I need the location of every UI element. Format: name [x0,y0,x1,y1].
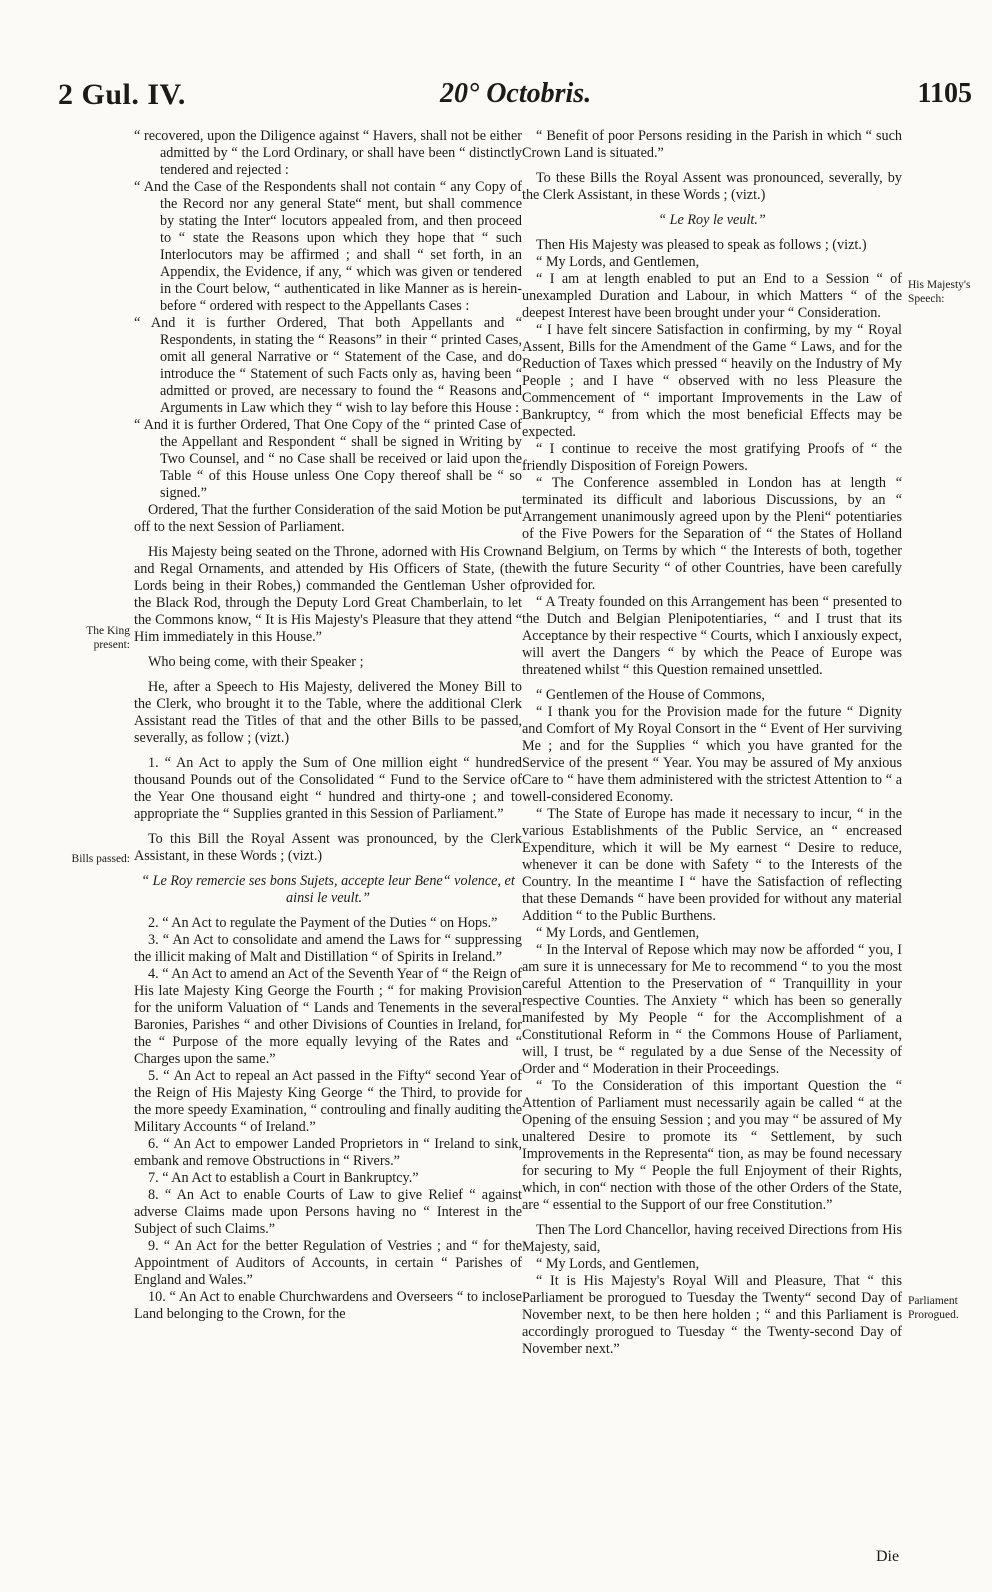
speech-salutation: “ Gentlemen of the House of Commons, [536,687,765,703]
paragraph: “ And it is further Ordered, That One Copy of the “ printed Case of the Appellant and Respondent “ shall be signed in Writing by Two Counsel, and “ no Case shall be received or laid upon the Table “ of this House unless One Copy thereof shall be “ so signed.” [134,417,522,501]
paragraph: “ And it is further Ordered, That both Appellants and “ Respondents, in stating the “ Reasons” in their “ printed Cases, omit all general Narrative or “ Statement of the Case, and do introduce the “ Statement of such Facts only as, having been “ admitted or proved, are necessary to found the “ Reasons and Arguments in Law which they “ wish to lay before this House : [134,315,522,416]
bill-item: 4. “ An Act to amend an Act of the Seventh Year of “ the Reign of His late Majesty King George the Fourth ; “ for making Provision for the uniform Valuation of “ Lands and Tenements in the several Baronies, Parishes “ and other Divisions of Counties in Ireland, for the “ Purpose of the more equally levying of the Rates and “ Charges upon the same.” [134,966,522,1067]
speech-paragraph: “ I have felt sincere Satisfaction in confirming, by my “ Royal Assent, Bills for the Amendment of the Game “ Laws, and for the Reduction of Taxes which pressed “ heavily on the Industry of My People ; and I have “ observed with no less Pleasure the Commencement of “ important Improvements in the Law of Bankruptcy, “ from which the most beneficial Effects may be expected. [522,322,902,440]
catchword: Die [876,1548,900,1565]
speech-salutation: “ My Lords, and Gentlemen, [536,254,700,270]
page-date: 20° Octobris. [440,78,592,109]
paragraph: “ And the Case of the Respondents shall not contain “ any Copy of the Record nor any general State“ ment, but shall commence by stating the Inter“ locutors appealed from, and then proceed to “ state the Reasons upon which they hope that “ such Interlocutors may be affirmed ; and shall “ set forth, in an Appendix, the Evidence, if any, “ which was given or tendered in the Court below, “ authenticated in like Manner as is herein-before “ ordered with respect to the Appellants Cases : [134,179,522,314]
bill-item: 2. “ An Act to regulate the Payment of the Duties “ on Hops.” [148,915,498,931]
paragraph: His Majesty being seated on the Throne, adorned with His Crown and Regal Ornaments, and attended by His Officers of State, (the Lords being in their Robes,) commanded the Gentleman Usher of the Black Rod, through the Deputy Lord Great Chamberlain, to let the Commons know, “ It is His Majesty's Pleasure that they attend “ Him immediately in this House.” [134,544,522,645]
paragraph: He, after a Speech to His Majesty, delivered the Money Bill to the Clerk, who brought it to the Table, where the additional Clerk Assistant read the Titles of that and the other Bills to be passed, severally, as follow ; (vizt.) [134,679,522,746]
bill-item: 6. “ An Act to empower Landed Proprietors in “ Ireland to sink, embank and remove Obstructions in “ Rivers.” [134,1136,522,1169]
speech-paragraph: “ In the Interval of Repose which may now be afforded “ you, I am sure it is unnecessary for Me to recommend “ to you the most careful Attention to the Preservation of “ Tranquillity in your respective Counties. The Anxiety “ which has been so generally manifested by My People “ for the Accomplishment of a Constitutional Reform in “ the Commons House of Parliament, will, I trust, be “ regulated by a due Sense of the Necessity of Order and “ Moderation in their Proceedings. [522,942,902,1077]
margin-note-bills-passed: Bills passed: [71,853,130,865]
speech-paragraph: “ A Treaty founded on this Arrangement has been “ presented to the Dutch and Belgian Plenipotentiaries, “ and I trust that its Acceptance by their respective “ Courts, which I anxiously expect, will avert the Dangers “ by which the Peace of Europe was threatened whilst “ this Question remained unsettled. [522,594,902,678]
margin-note-speech: His Majesty's Speech: [908,279,971,305]
left-column [134,128,522,1323]
bill-item: 10. “ An Act to enable Churchwardens and Overseers “ to inclose Land belonging to the Crown, for the [134,1289,522,1322]
paragraph: Then The Lord Chancellor, having received Directions from His Majesty, said, [522,1222,902,1255]
prorogation-paragraph: “ It is His Majesty's Royal Will and Pleasure, That “ this Parliament be prorogued to Tuesday the Twenty“ second Day of November next, to be then here holden ; “ and this Parliament is accordingly prorogued to Tuesday “ the Twenty-second Day of November next.” [522,1273,902,1357]
regnal-year: 2 Gul. IV. [58,78,186,111]
right-column [522,128,902,1358]
page-header [0,78,992,118]
paragraph: Then His Majesty was pleased to speak as follows ; (vizt.) [536,237,867,253]
royal-assent-formula: “ Le Roy le veult.” [658,212,766,228]
paragraph: To this Bill the Royal Assent was pronounced, by the Clerk Assistant, in these Words ; (vizt.) [134,831,522,864]
speech-salutation: “ My Lords, and Gentlemen, [536,1256,700,1272]
speech-paragraph: “ I continue to receive the most gratifying Proofs of “ the friendly Disposition of Foreign Powers. [522,441,902,474]
margin-note-prorogued: Parliament Prorogued. [908,1295,959,1321]
speech-paragraph: “ I am at length enabled to put an End to a Session “ of unexampled Duration and Labour, in which Matters “ of the deepest Interest have been brought under your “ Consideration. [522,271,902,321]
paragraph: “ recovered, upon the Diligence against “ Havers, shall not be either admitted by “ the Lord Ordinary, or shall have been “ distinctly tendered and rejected : [134,128,522,178]
speech-paragraph: “ The State of Europe has made it necessary to incur, “ in the various Establishments of the Public Service, an “ encreased Expenditure, which it will be My earnest “ Desire to reduce, whenever it can be done with Safety “ to the Interests of the Country. In the meantime I “ have the Satisfaction of reflecting that these Demands “ have been provided for without any material Addition “ to the Public Burthens. [522,806,902,924]
bill-item: 1. “ An Act to apply the Sum of One million eight “ hundred thousand Pounds out of the Consolidated “ Fund to the Service of the Year One thousand eight “ hundred and thirty-one ; and to appropriate the “ Supplies granted in this Session of Parliament.” [134,755,522,822]
bill-item: 8. “ An Act to enable Courts of Law to give Relief “ against adverse Claims made upon Persons having no “ Interest in the Subject of such Claims.” [134,1187,522,1237]
speech-salutation: “ My Lords, and Gentlemen, [536,925,700,941]
paragraph: “ Benefit of poor Persons residing in the Parish in which “ such Crown Land is situated.” [522,128,902,161]
bill-item: 3. “ An Act to consolidate and amend the Laws for “ suppressing the illicit making of Malt and Distillation “ of Spirits in Ireland.” [134,932,522,965]
paragraph: Who being come, with their Speaker ; [148,654,364,670]
bill-item: 7. “ An Act to establish a Court in Bankruptcy.” [148,1170,419,1186]
royal-assent-formula: “ Le Roy remercie ses bons Sujets, accepte leur Bene“ volence, et ainsi le veult.” [141,873,515,906]
speech-paragraph: “ To the Consideration of this important Question the “ Attention of Parliament must necessarily again be called “ at the Opening of the ensuing Session ; and you may “ be assured of My unaltered Desire to promote its “ Settlement, by such Improvements in the Representa“ tion, as may be found necessary for securing to My “ People the full Enjoyment of their Rights, which, in con“ nection with those of the other Orders of the State, are “ essential to the Support of our free Constitution.” [522,1078,902,1213]
margin-note-king-present: The King present: [86,625,130,651]
bill-item: 9. “ An Act for the better Regulation of Vestries ; and “ for the Appointment of Auditors of Accounts, in certain “ Parishes of England and Wales.” [134,1238,522,1288]
paragraph: Ordered, That the further Consideration of the said Motion be put off to the next Session of Parliament. [134,502,522,535]
paragraph: To these Bills the Royal Assent was pronounced, severally, by the Clerk Assistant, in these Words ; (vizt.) [522,170,902,203]
bill-item: 5. “ An Act to repeal an Act passed in the Fifty“ second Year of the Reign of His Majesty King George “ the Third, to provide for the more speedy Examination, “ controuling and finally auditing the Military Accounts “ of Ireland.” [134,1068,522,1135]
speech-paragraph: “ I thank you for the Provision made for the future “ Dignity and Comfort of My Royal Consort in the “ Event of Her surviving Me ; and for the Supplies “ which you have granted for the Service of the present “ Year. You may be assured of My anxious Care to “ have them administered with the strictest Attention to “ a well-considered Economy. [522,704,902,805]
page-number: 1105 [917,78,972,109]
speech-paragraph: “ The Conference assembled in London has at length “ terminated its difficult and laborious Discussions, by an “ Arrangement unanimously agreed upon by the Pleni“ potentiaries of the Five Powers for the Separation of “ the States of Holland and Belgium, on Terms by which “ the Interests of both, together with the future Security “ of other Countries, have been carefully provided for. [522,475,902,593]
